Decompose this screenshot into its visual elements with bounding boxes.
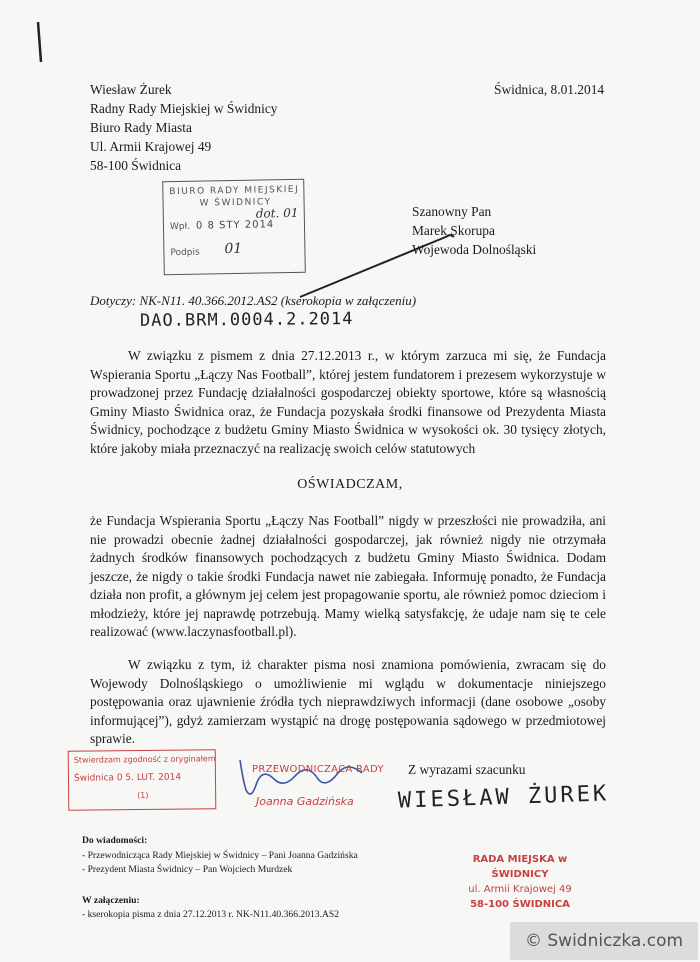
received-stamp-note: dot. 01 <box>255 205 299 221</box>
received-stamp <box>162 179 306 275</box>
received-stamp-podpis: 01 <box>224 240 243 258</box>
declaration-heading: OŚWIADCZAM, <box>297 477 403 492</box>
received-stamp-date: 0 8 STY 2014 <box>195 219 275 232</box>
council-stamp-line1: RADA MIEJSKA w ŚWIDNICY <box>472 854 568 880</box>
handwritten-reference: DAO.BRM.0004.2.2014 <box>139 309 354 331</box>
certified-copy-date: Świdnica 0 5. LUT. 2014 <box>73 772 182 784</box>
attachment-item: - kserokopia pisma z dnia 27.12.2013 r. NK-N11.40.366.2013.AS2 <box>82 909 340 920</box>
received-stamp-line1: BIURO RADY MIEJSKIEJ <box>169 184 300 198</box>
cc-section <box>82 834 358 878</box>
recipient-salutation: Szanowny Pan <box>412 204 492 219</box>
reference-line: Dotyczy: NK-N11. 40.366.2012.AS2 (kserokopia w załączeniu) <box>90 293 417 308</box>
paragraph-request <box>90 656 606 749</box>
letter-date: Świdnica, 8.01.2014 <box>494 82 605 97</box>
recipient-title: Wojewoda Dolnośląski <box>412 242 537 257</box>
margin-mark <box>38 22 41 62</box>
received-stamp-wpl-label: Wpł. <box>169 221 191 233</box>
author-signature: WIESŁAW ŻUREK <box>397 781 610 814</box>
chairwoman-title: PRZEWODNICZĄCA RADY <box>252 764 384 775</box>
paragraph-declaration <box>90 512 606 642</box>
certified-copy-number: (1) <box>137 790 149 801</box>
chairwoman-stamp <box>252 764 384 808</box>
sender-office: Biuro Rady Miasta <box>90 120 192 135</box>
sender-street: Ul. Armii Krajowej 49 <box>90 139 212 154</box>
council-stamp <box>454 852 586 912</box>
sender-position: Radny Rady Miejskiej w Świdnicy <box>90 101 278 116</box>
received-stamp-podpis-label: Podpis <box>170 247 200 259</box>
council-stamp-line3: 58-100 ŚWIDNICA <box>470 899 570 910</box>
paragraph-declaration-text: że Fundacja Wspierania Sportu „Łączy Nas Football” nigdy w przeszłości nie prowadziła, ani nie prowadzi obecnie żadnej działalności gospodarczej, jak również nigdy nie otrzymała żadnych środków finansowych pochodzących z budżetu Gminy Miasto Świdnica. Dodam jeszcze, że nigdy o takie środki Fundacja nawet nie zabiegała. Informuję ponadto, że Fundacja działa non profit, a głównym jej celem jest propagowanie sportu, ale również pomoc dzieciom i młodzieży, które jej naprawdę potrzebują. Mamy wielką satysfakcję, że udaje nam się te cele realizować (www.laczynasfootball.pl). <box>90 513 606 639</box>
recipient-address <box>412 202 536 259</box>
sender-name: Wiesław Żurek <box>90 82 172 97</box>
cc-item: - Przewodnicząca Rady Miejskiej w Świdnicy – Pani Joanna Gadzińska <box>82 849 358 861</box>
certified-copy-stamp <box>68 749 217 811</box>
attachments-section <box>82 894 339 922</box>
paragraph-intro <box>90 347 606 458</box>
recipient-name: Marek Skorupa <box>412 223 495 238</box>
sender-city: 58-100 Świdnica <box>90 158 182 173</box>
closing-phrase: Z wyrazami szacunku <box>408 762 526 777</box>
watermark-text: © Swidniczka.com <box>524 931 684 951</box>
certified-copy-line1: Stwierdzam zgodność z oryginałem <box>73 754 216 765</box>
received-stamp-line2: W ŚWIDNICY <box>199 197 272 209</box>
paragraph-request-text: W związku z tym, iż charakter pisma nosi znamiona pomówienia, zwracam się do Wojewody Dolnośląskiego o umożliwienie mi wglądu w dokumentacje niniejszego postępowania oraz ujawnienie źródła tych nieprawdziwych informacji (dane osobowe „osoby informującej”), gdyż zamierzam wystąpić na drogę postępowania sądowego w przedmiotowej sprawie. <box>90 657 606 746</box>
sender-address <box>90 80 277 175</box>
council-stamp-line2: ul. Armii Krajowej 49 <box>468 884 572 895</box>
paragraph-intro-text: W związku z pismem z dnia 27.12.2013 r., w którym zarzuca mi się, że Fundacja Wspierania Sportu „Łączy Nas Football”, której jestem fundatorem i prezesem wykorzystuje w prowadzonej przez Fundację działalności gospodarczej obiekty sportowe, które są własnością Gminy Miasto Świdnica oraz, że Fundacja pozyskała środki finansowe od Prezydenta Miasta Świdnicy, pochodzące z budżetu Gminy Miasto Świdnica w wysokości ok. 30 tysięcy złotych, które jakoby miała przeznaczyć na realizację swoich celów statutowych <box>90 348 606 456</box>
attachments-label: W załączeniu: <box>82 895 140 906</box>
chairwoman-name: Joanna Gadzińska <box>256 795 354 808</box>
watermark <box>510 922 698 960</box>
cc-label: Do wiadomości: <box>82 835 148 846</box>
cc-item: - Prezydent Miasta Świdnicy – Pan Wojciech Murdzek <box>82 864 293 875</box>
